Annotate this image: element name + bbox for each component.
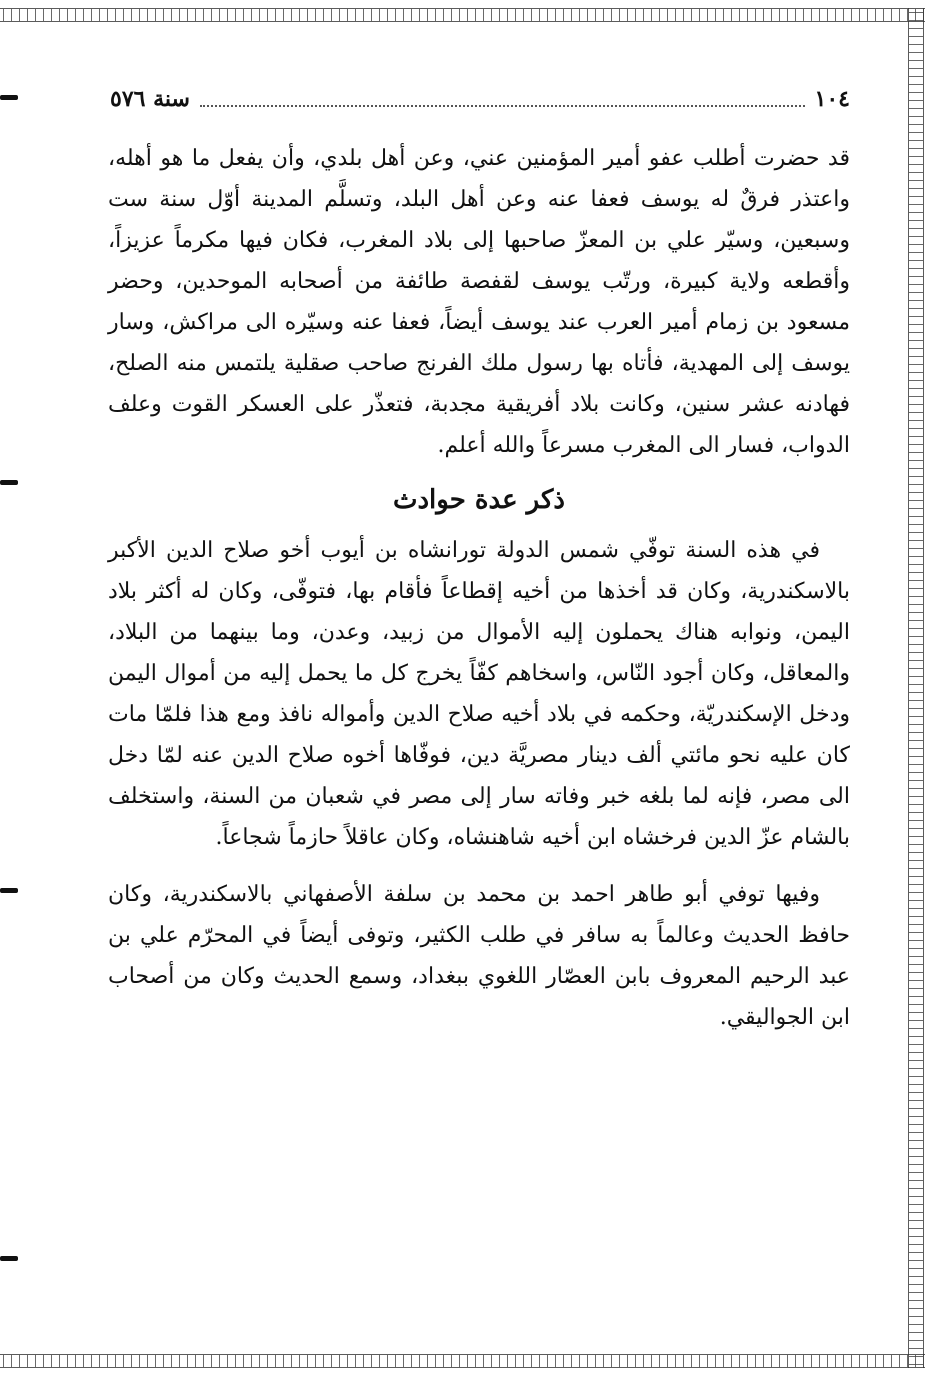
section-heading: ذكر عدة حوادث (393, 485, 565, 515)
dotted-leader (200, 91, 805, 107)
paragraph (108, 874, 850, 1038)
edge-mark (0, 888, 18, 893)
paragraph (108, 138, 850, 466)
paragraph-gap (108, 858, 850, 874)
page-number: ١٠٤ (814, 86, 850, 112)
running-header (110, 82, 850, 116)
decorative-border-bottom (0, 1354, 925, 1368)
decorative-border-right (908, 8, 924, 1368)
edge-mark (0, 95, 18, 100)
page-body (108, 138, 850, 1038)
paragraph-text: قد حضرت أطلب عفو أمير المؤمنين عني، وعن أهل بلدي، وأن يفعل ما هو أهله، واعتذر فرقٌ له يوسف فعفا عنه وعن أهل البلد، وتسلَّم المدينة أوّل سنة ست وسبعين، وسيّر علي بن المعزّ صاحبها إلى بلاد المغرب، فكان فيها مكرماً عزيزاً، وأقطعه ولاية كبيرة، ورتّب يوسف لقفصة طائفة من أصحابه الموحدين، وحضر مسعود بن زمام أمير العرب عند يوسف أيضاً، فعفا عنه وسيّره الى مراكش، وسار يوسف إلى المهدية، فأتاه بها رسول ملك الفرنج صاحب صقلية يلتمس منه الصلح، فهادنه عشر سنين، وكانت بلاد أفريقية مجدبة، فتعذّر على العسكر القوت وعلف الدواب، فسار الى المغرب مسرعاً والله أعلم. (108, 146, 850, 458)
decorative-border-top (0, 8, 925, 22)
edge-mark (0, 1256, 18, 1261)
paragraph-text: وفيها توفي أبو طاهر احمد بن محمد بن سلفة الأصفهاني بالاسكندرية، وكان حافظ الحديث وعالماً به سافر في طلب الكثير، وتوفى أيضاً في المحرّم علي بن عبد الرحيم المعروف بابن العصّار اللغوي ببغداد، وسمع الحديث وكان من أصحاب ابن الجواليقي. (108, 882, 850, 1030)
edge-mark (0, 480, 18, 485)
paragraph-text: في هذه السنة توفّي شمس الدولة تورانشاه بن أيوب أخو صلاح الدين الأكبر بالاسكندرية، وكان قد أخذها من أخيه إقطاعاً فأقام بها، فتوفّى، وكان له أكثر بلاد اليمن، ونوابه هناك يحملون إليه الأموال من زبيد، وعدن، وما بينهما من البلاد، والمعاقل، وكان أجود النّاس، واسخاهم كفّاً يخرج كل ما يحمل إليه من أموال اليمن ودخل الإسكندريّة، وحكمه في بلاد أخيه صلاح الدين وأمواله نافذ ومع هذا فلمّا مات كان عليه نحو مائتي ألف دينار مصريَّة دين، فوفّاها أخوه صلاح الدين عنه لمّا دخل الى مصر، فإنه لما بلغه خبر وفاته سار إلى مصر في شعبان من السنة، واستخلف بالشام عزّ الدين فرخشاه ابن أخيه شاهنشاه، وكان عاقلاً حازماً شجاعاً. (108, 538, 850, 850)
paragraph (108, 530, 850, 858)
year-label: سنة ٥٧٦ (110, 86, 190, 112)
